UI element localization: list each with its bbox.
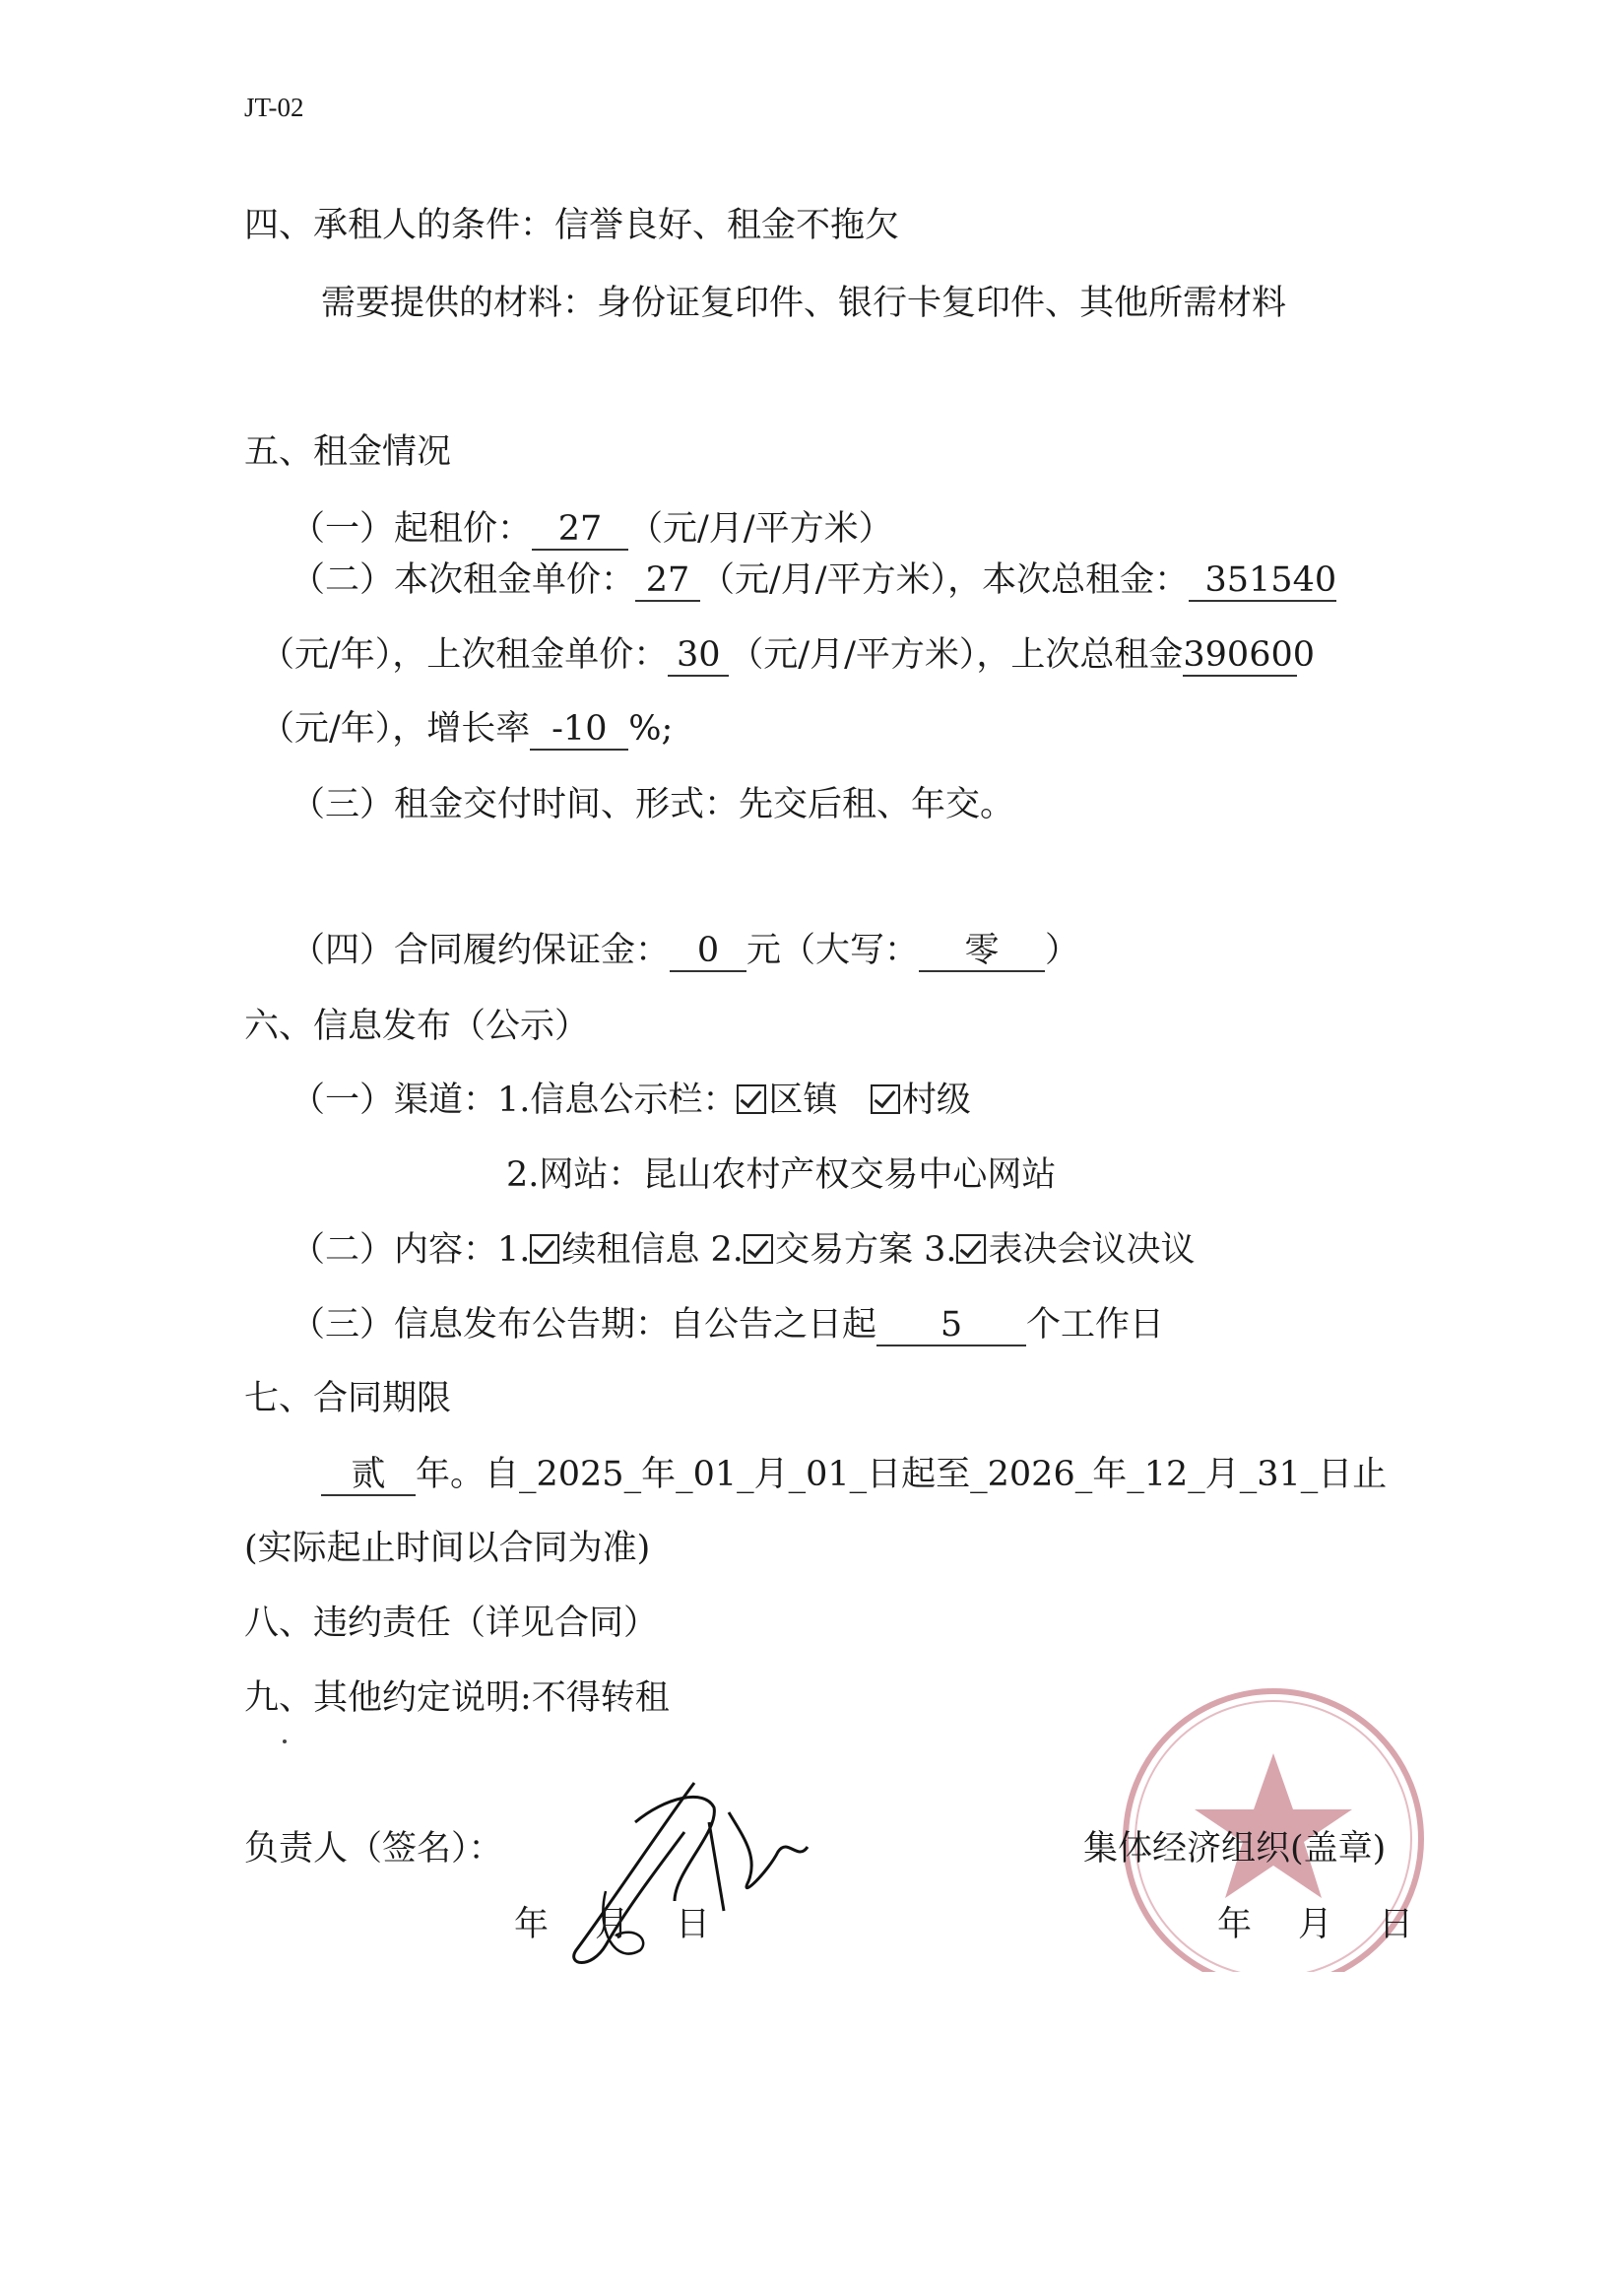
checkbox-checked-icon (530, 1234, 559, 1264)
unit-price-unit: （元/月/平方米），本次总租金： (700, 560, 1190, 600)
starting-price-label: （一）起租价： (291, 509, 533, 549)
content-item-2: 交易方案 3. (774, 1230, 957, 1270)
checkbox-checked-icon (744, 1234, 773, 1264)
growth-line (260, 705, 673, 753)
last-price-line (260, 631, 1315, 679)
growth-suffix: %; (628, 709, 674, 749)
channel-label: （一）渠道：1.信息公示栏： (291, 1081, 738, 1120)
scan-speck (283, 1739, 287, 1743)
last-unit-price-unit: （元/月/平方米），上次总租金 (729, 635, 1184, 675)
total-rent-value: 351540 (1189, 560, 1336, 602)
last-total-unit: （元/年），增长率 (260, 709, 531, 749)
org-date: 年 月 日 (1217, 1905, 1420, 1944)
period-line (291, 1301, 1164, 1348)
unit-price-value: 27 (635, 560, 700, 602)
section8-title: 八、违约责任（详见合同） (244, 1604, 659, 1643)
period-label: （三）信息发布公告期：自公告之日起 (291, 1305, 877, 1345)
growth-rate-value: -10 (530, 709, 628, 751)
starting-price-line (291, 505, 893, 553)
term-line (321, 1451, 1387, 1498)
checkbox-checked-icon (737, 1084, 766, 1114)
period-unit: 个工作日 (1026, 1305, 1165, 1345)
starting-price-value: 27 (532, 509, 628, 551)
channel-village: 村级 (901, 1081, 971, 1120)
deposit-value: 0 (670, 931, 746, 972)
total-rent-unit: （元/年），上次租金单价： (260, 635, 669, 675)
content-label: （二）内容：1. (291, 1230, 531, 1270)
content-item-1: 续租信息 2. (561, 1230, 744, 1270)
deposit-label: （四）合同履约保证金： (291, 931, 671, 970)
checkbox-checked-icon (871, 1084, 900, 1114)
last-total-rent-value: 390600 (1183, 635, 1315, 675)
section4-materials: 需要提供的材料：身份证复印件、银行卡复印件、其他所需材料 (321, 284, 1287, 323)
person-sign-label: 负责人（签名）： (244, 1829, 503, 1869)
section4-title: 四、承租人的条件：信誉良好、租金不拖欠 (244, 206, 900, 245)
section9-title: 九、其他约定说明:不得转租 (244, 1678, 670, 1718)
section7-title: 七、合同期限 (244, 1379, 452, 1418)
unit-price-line (291, 557, 1336, 604)
deposit-upper-value: 零 (919, 931, 1045, 972)
last-unit-price-value: 30 (668, 635, 729, 677)
section5-title: 五、租金情况 (244, 432, 452, 472)
deposit-unit: 元（大写： (746, 931, 920, 970)
channel-town: 区镇 (768, 1081, 838, 1120)
website-line: 2.网站：昆山农村产权交易中心网站 (506, 1155, 1057, 1195)
deposit-line (291, 927, 1079, 974)
payment-line: （三）租金交付时间、形式：先交后租、年交。 (291, 785, 1015, 824)
document-code: JT-02 (244, 93, 304, 122)
content-item-3: 表决会议决议 (988, 1230, 1196, 1270)
period-days-value: 5 (876, 1305, 1026, 1346)
channel-line (291, 1077, 971, 1124)
person-date: 年 月 日 (514, 1905, 717, 1944)
starting-price-unit: （元/月/平方米） (628, 509, 893, 549)
term-note: (实际起止时间以合同为准) (244, 1529, 651, 1568)
content-line (291, 1226, 1195, 1274)
section6-title: 六、信息发布（公示） (244, 1007, 590, 1046)
checkbox-checked-icon (956, 1234, 986, 1264)
unit-price-label: （二）本次租金单价： (291, 560, 636, 600)
org-stamp-label: 集体经济组织(盖章) (1083, 1829, 1387, 1869)
deposit-end: ） (1045, 931, 1080, 970)
term-text: 年。自_2025_年_01_月_01_日起至_2026_年_12_月_31_日止 (416, 1455, 1388, 1494)
term-value: 贰 (321, 1455, 416, 1496)
